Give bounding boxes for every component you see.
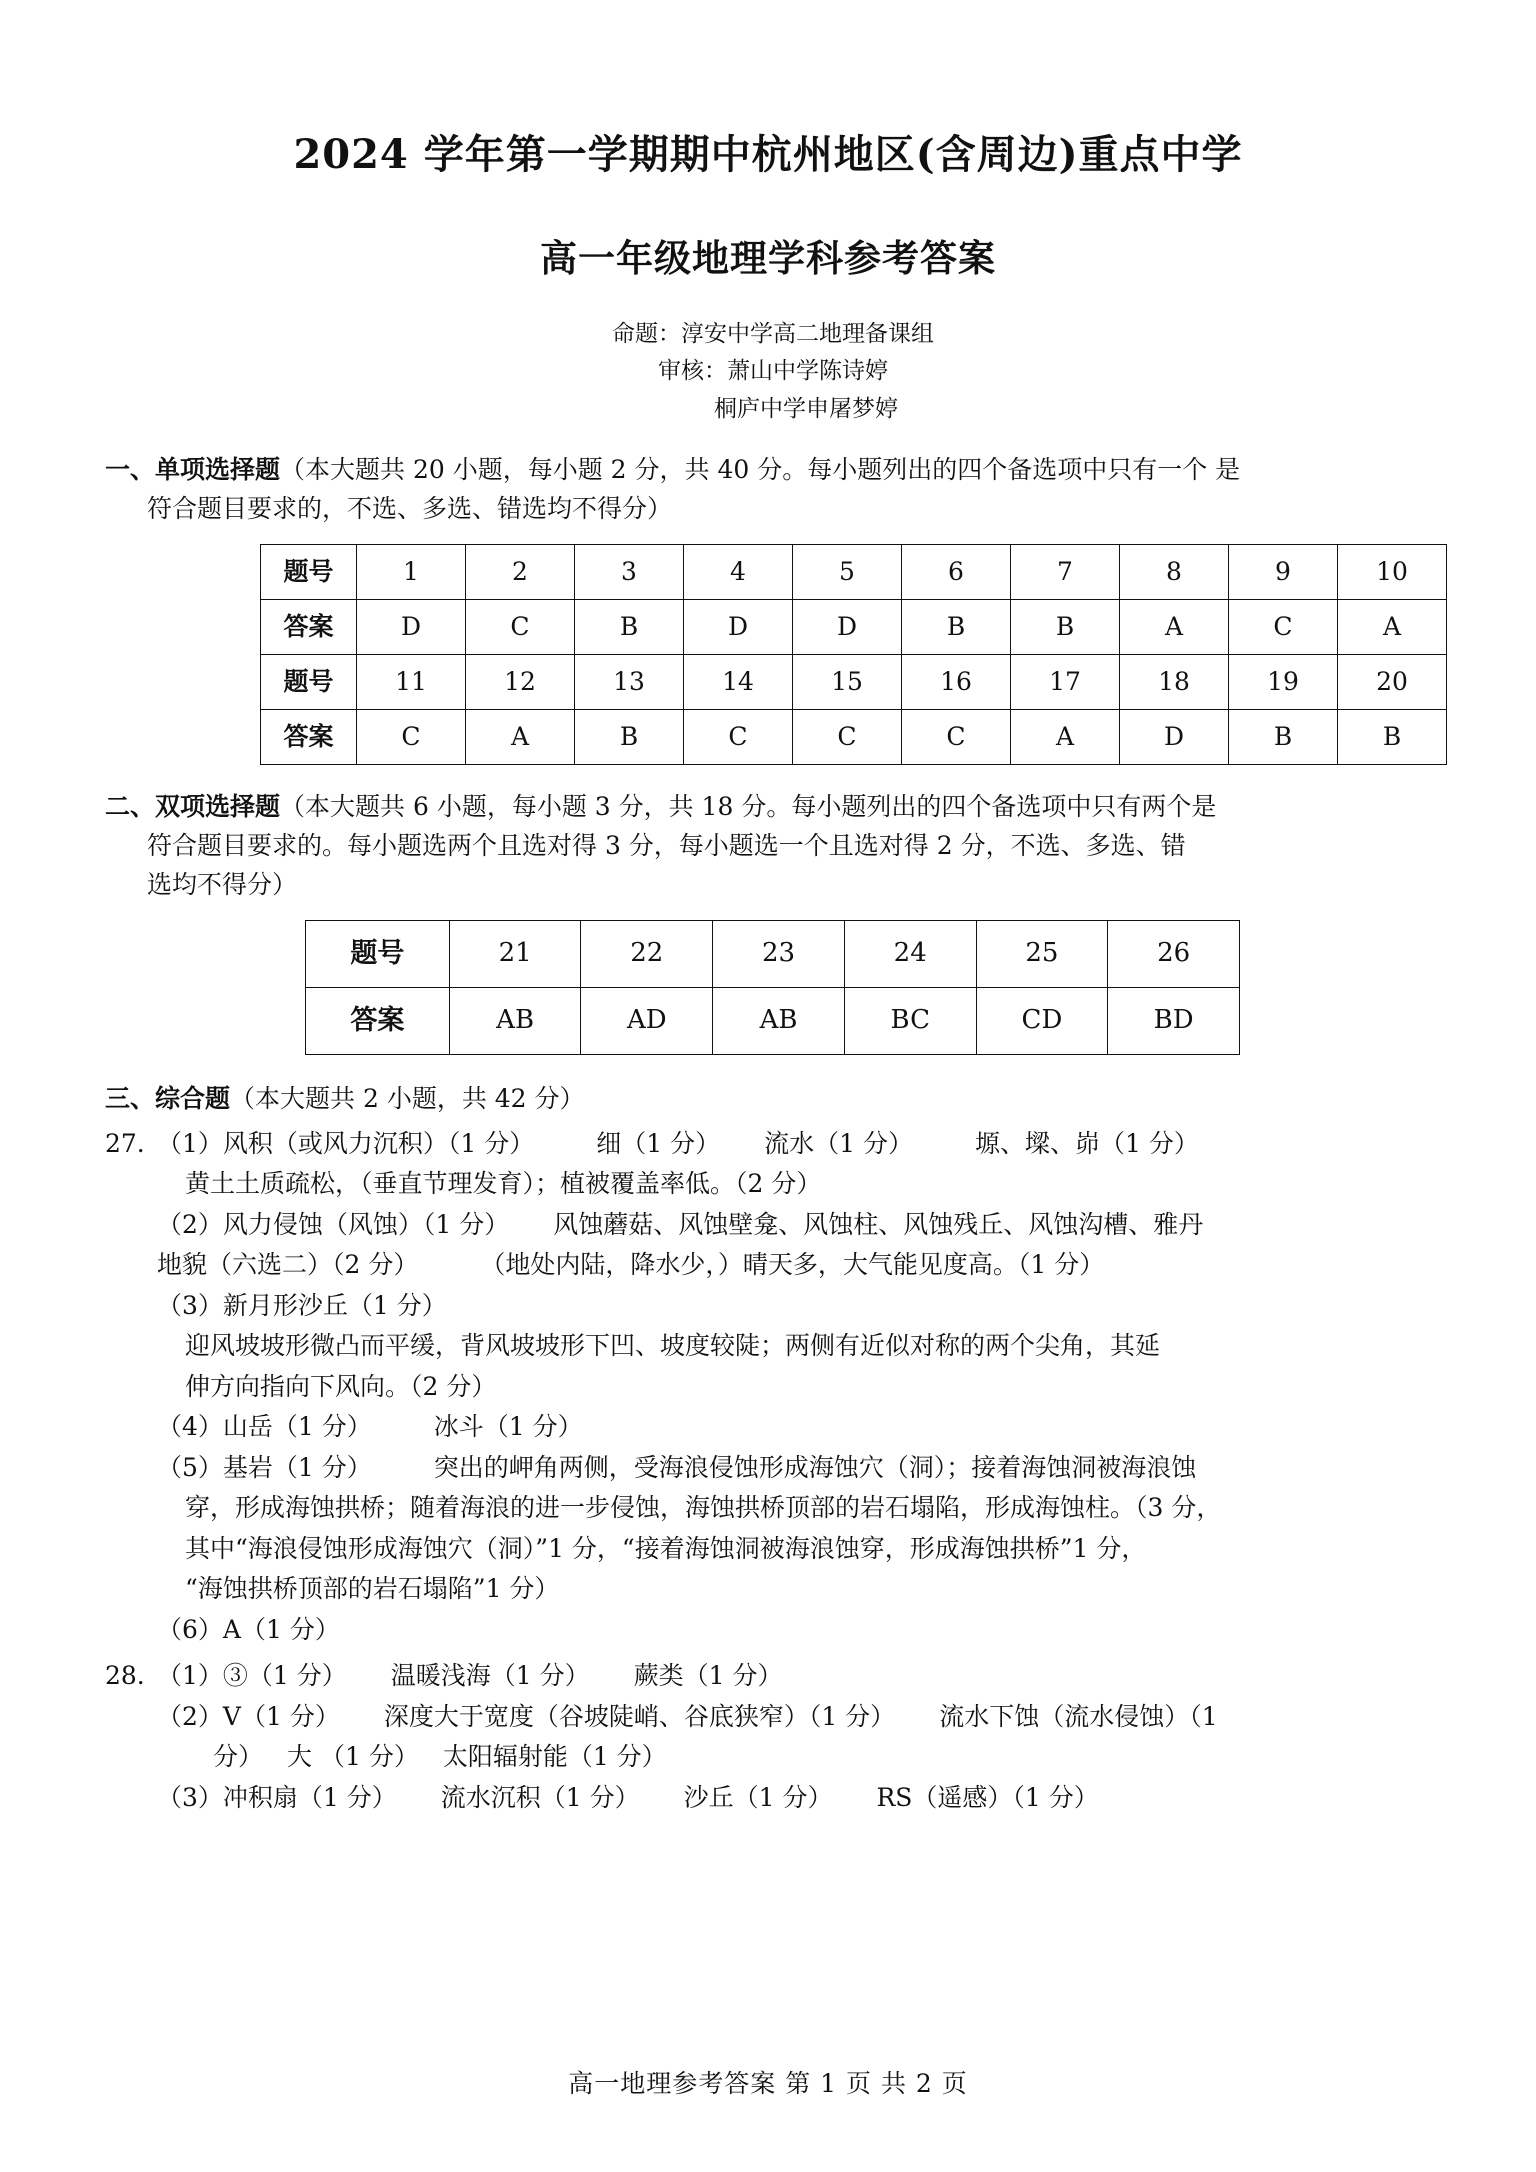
credit-author: 命题：淳安中学高二地理备课组 — [612, 321, 934, 347]
question-number-cell: 8 — [1120, 544, 1229, 599]
answer-part: （2）V（1 分） — [157, 1701, 340, 1731]
section2-label: 二、双项选择题 — [105, 791, 281, 821]
answer-part: 突出的岬角两侧，受海浪侵蚀形成海蚀穴（洞）；接着海蚀洞被海浪蚀 — [433, 1452, 1197, 1482]
answer-cell: D — [684, 599, 793, 654]
answer-line — [157, 1245, 1429, 1286]
answer-line: 黄土土质疏松，（垂直节理发育）；植被覆盖率低。（2 分） — [185, 1169, 822, 1199]
answer-line — [157, 1656, 1429, 1697]
question-28-answer-body — [157, 1656, 1429, 1818]
answer-part: （1）③（1 分） — [157, 1661, 347, 1691]
answer-line — [157, 1205, 1429, 1246]
answer-cell: D — [357, 599, 466, 654]
row-header-number: 题号 — [261, 544, 357, 599]
question-number-cell: 11 — [357, 654, 466, 709]
answer-cell: C — [466, 599, 575, 654]
table-row — [261, 654, 1447, 709]
answer-line: 伸方向指向下风向。（2 分） — [185, 1371, 497, 1401]
question-number-cell: 26 — [1108, 920, 1240, 987]
answer-cell: B — [1229, 709, 1338, 764]
page-title: 2024 学年第一学期期中杭州地区(含周边)重点中学 — [293, 131, 1243, 178]
question-number-cell: 15 — [793, 654, 902, 709]
question-number-cell: 12 — [466, 654, 575, 709]
answer-part: RS（遥感）（1 分） — [876, 1782, 1099, 1812]
question-number-cell: 4 — [684, 544, 793, 599]
answer-part: 风蚀蘑菇、风蚀壁龛、风蚀柱、风蚀残丘、风蚀沟槽、雅丹 — [553, 1209, 1204, 1239]
question-number-cell: 22 — [581, 920, 713, 987]
answer-line — [157, 1407, 1429, 1448]
page-subtitle: 高一年级地理学科参考答案 — [540, 236, 996, 280]
row-header-number: 题号 — [261, 654, 357, 709]
answer-part: 大 （1 分） — [287, 1742, 419, 1772]
row-header-answer: 答案 — [306, 987, 450, 1054]
answer-part: 沙丘（1 分） — [683, 1782, 833, 1812]
question-number-cell: 17 — [1011, 654, 1120, 709]
answer-line — [157, 1778, 1429, 1819]
answer-cell: D — [793, 599, 902, 654]
row-header-answer: 答案 — [261, 599, 357, 654]
answer-cell: B — [575, 709, 684, 764]
question-number-cell: 19 — [1229, 654, 1338, 709]
section2-desc-line3: 选均不得分） — [147, 869, 298, 899]
section3-label: 三、综合题 — [105, 1083, 231, 1113]
answer-part: 地貌（六选二）（2 分） — [157, 1250, 419, 1280]
answer-cell: BC — [844, 987, 976, 1054]
answer-part: 细（1 分） — [596, 1128, 721, 1158]
answer-cell: C — [684, 709, 793, 764]
section1-desc-line2: 符合题目要求的，不选、多选、错选均不得分） — [147, 493, 673, 523]
table-row — [261, 599, 1447, 654]
section-single-choice — [105, 450, 1431, 765]
question-27-number: 27. — [105, 1128, 145, 1158]
answer-line — [157, 1697, 1429, 1738]
answer-part: 冰斗（1 分） — [433, 1412, 583, 1442]
table-row — [306, 920, 1240, 987]
answer-line: “海蚀拱桥顶部的岩石塌陷”1 分） — [185, 1574, 560, 1604]
section1-label: 一、单项选择题 — [105, 454, 281, 484]
section2-desc-line2: 符合题目要求的。每小题选两个且选对得 3 分，每小题选一个且选对得 2 分，不选、多选、错 — [147, 830, 1186, 860]
question-28-number: 28. — [105, 1661, 145, 1691]
section3-heading — [105, 1079, 1431, 1118]
table-row — [306, 987, 1240, 1054]
answer-cell: B — [902, 599, 1011, 654]
answer-cell: B — [1011, 599, 1120, 654]
answer-line — [157, 1448, 1429, 1489]
table-row — [261, 544, 1447, 599]
answer-cell: C — [902, 709, 1011, 764]
answer-part: 深度大于宽度（谷坡陡峭、谷底狭窄）（1 分） — [383, 1701, 896, 1731]
question-number-cell: 14 — [684, 654, 793, 709]
answer-part: （3）冲积扇（1 分） — [157, 1782, 397, 1812]
answer-cell: AD — [581, 987, 713, 1054]
question-number-cell: 6 — [902, 544, 1011, 599]
answer-part: （2）风力侵蚀（风蚀）（1 分） — [157, 1209, 510, 1239]
answer-line — [157, 1124, 1429, 1165]
answer-cell: AB — [713, 987, 845, 1054]
answer-line: （6）A（1 分） — [157, 1614, 340, 1644]
section1-heading — [105, 450, 1431, 489]
answer-part: （1）风积（或风力沉积）（1 分） — [157, 1128, 535, 1158]
answer-cell: A — [1338, 599, 1447, 654]
credits-block — [105, 316, 1431, 428]
section2-desc-line1: （本大题共 6 小题，每小题 3 分，共 18 分。每小题列出的四个备选项中只有两个是 — [280, 791, 1217, 821]
answer-cell: A — [466, 709, 575, 764]
question-number-cell: 10 — [1338, 544, 1447, 599]
credit-reviewer-secondary: 桐庐中学申屠梦婷 — [714, 395, 898, 422]
answer-cell: C — [1229, 599, 1338, 654]
answer-cell: CD — [976, 987, 1108, 1054]
single-choice-answer-table — [260, 544, 1447, 765]
question-number-cell: 23 — [713, 920, 845, 987]
answer-part: 塬、墚、峁（1 分） — [974, 1128, 1199, 1158]
row-header-number: 题号 — [306, 920, 450, 987]
answer-line: 迎风坡坡形微凸而平缓，背风坡坡形下凹、坡度较陡；两侧有近似对称的两个尖角，其延 — [185, 1331, 1161, 1361]
answer-part: 流水沉积（1 分） — [440, 1782, 640, 1812]
question-27-block — [105, 1124, 1431, 1651]
question-number-cell: 9 — [1229, 544, 1338, 599]
answer-part: （5）基岩（1 分） — [157, 1452, 372, 1482]
question-27-answer-body — [157, 1124, 1429, 1651]
double-choice-answer-table — [305, 920, 1240, 1055]
answer-cell: D — [1120, 709, 1229, 764]
answer-cell: BD — [1108, 987, 1240, 1054]
question-28-row — [105, 1656, 1431, 1818]
section-comprehensive — [105, 1079, 1431, 1118]
answer-part: 蕨类（1 分） — [633, 1661, 783, 1691]
credit-reviewer: 审核：萧山中学陈诗婷 — [658, 358, 888, 385]
row-header-answer: 答案 — [261, 709, 357, 764]
section2-heading — [105, 787, 1431, 826]
question-number-cell: 18 — [1120, 654, 1229, 709]
question-number-cell: 7 — [1011, 544, 1120, 599]
question-number-cell: 5 — [793, 544, 902, 599]
question-number-cell: 20 — [1338, 654, 1447, 709]
section1-desc-line1: （本大题共 20 小题，每小题 2 分，共 40 分。每小题列出的四个备选项中只有一个 是 — [280, 454, 1241, 484]
question-number-cell: 25 — [976, 920, 1108, 987]
answer-cell: A — [1120, 599, 1229, 654]
answer-part: 流水下蚀（流水侵蚀）（1 — [939, 1701, 1218, 1731]
answer-line — [157, 1737, 1429, 1778]
answer-cell: B — [575, 599, 684, 654]
answer-part: 分） — [213, 1742, 264, 1772]
answer-cell: B — [1338, 709, 1447, 764]
question-number-cell: 2 — [466, 544, 575, 599]
answer-part: （地处内陆，降水少，）晴天多，大气能见度高。（1 分） — [480, 1250, 1105, 1280]
question-number-cell: 3 — [575, 544, 684, 599]
answer-cell: A — [1011, 709, 1120, 764]
answer-part: （4）山岳（1 分） — [157, 1412, 372, 1442]
answer-line: 其中“海浪侵蚀形成海蚀穴（洞）”1 分，“接着海蚀洞被海浪蚀穿，形成海蚀拱桥”1 分， — [185, 1533, 1147, 1563]
page-footer: 高一地理参考答案 第 1 页 共 2 页 — [568, 2069, 968, 2098]
answer-line: （3）新月形沙丘（1 分） — [157, 1290, 447, 1320]
question-number-cell: 16 — [902, 654, 1011, 709]
answer-part: 温暖浅海（1 分） — [390, 1661, 590, 1691]
answer-cell: C — [793, 709, 902, 764]
section-double-choice — [105, 787, 1431, 1055]
question-28-block — [105, 1656, 1431, 1818]
question-number-cell: 13 — [575, 654, 684, 709]
table-row — [261, 709, 1447, 764]
answer-cell: AB — [449, 987, 581, 1054]
question-number-cell: 21 — [449, 920, 581, 987]
answer-part: 流水（1 分） — [764, 1128, 913, 1158]
section3-desc: （本大题共 2 小题，共 42 分） — [230, 1083, 585, 1113]
question-number-cell: 1 — [357, 544, 466, 599]
question-27-row — [105, 1124, 1431, 1651]
answer-cell: C — [357, 709, 466, 764]
answer-part: 太阳辐射能（1 分） — [442, 1742, 667, 1772]
answer-line: 穿，形成海蚀拱桥；随着海浪的进一步侵蚀，海蚀拱桥顶部的岩石塌陷，形成海蚀柱。（3 分， — [185, 1493, 1222, 1523]
question-number-cell: 24 — [844, 920, 976, 987]
